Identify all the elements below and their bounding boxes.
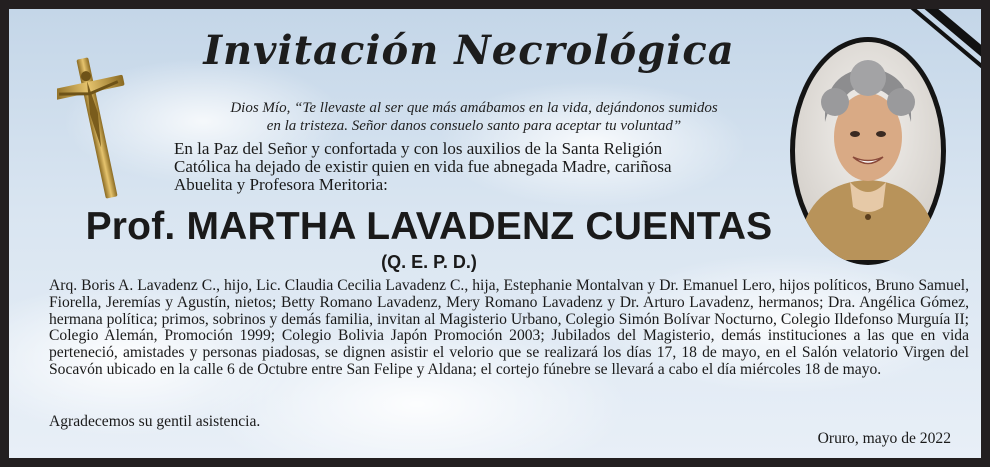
intro-paragraph (174, 140, 784, 194)
deceased-name: Prof. MARTHA LAVADENZ CUENTAS (85, 205, 773, 248)
verse-line: Dios Mío, “Te llevaste al ser que más amábamos en la vida, dejándonos sumidos (230, 100, 718, 116)
notice-title: Invitación Necrológica (203, 27, 735, 74)
thanks-line: Agradecemos su gentil asistencia. (49, 413, 261, 430)
intro-line: En la Paz del Señor y confortada y con los auxilios de la Santa Religión (174, 139, 663, 158)
verse-line: en la tristeza. Señor danos consuelo santo para aceptar tu voluntad” (266, 118, 682, 134)
intro-line: Abuelita y Profesora Meritoria: (174, 175, 388, 194)
intro-line: Católica ha dejado de existir quien en vida fue abnegada Madre, cariñosa (174, 157, 672, 176)
qepd-label: (Q. E. P. D.) (381, 252, 477, 272)
prayer-verse (174, 99, 774, 135)
crucifix-icon (57, 53, 137, 203)
place-date: Oruro, mayo de 2022 (817, 430, 951, 447)
family-invitation-text: Arq. Boris A. Lavadenz C., hijo, Lic. Claudia Cecilia Lavadenz C., hija, Estephanie Montalvan y Dr. Emanuel Lero, hijos políticos, Bruno Samuel, Fiorella, Jeremías y Agustín, nietos; Betty Romano Lavadenz, Mery Romano Lavadenz y Dr. Arturo Lavadenz, hermanos; Dra. Angélica Gómez, hermana política; primos, sobrinos y demás familia, invitan al Magisterio Urbano, Colegio Simón Bolívar Nocturno, Colegio Ildefonso Murguía II; Colegio Alemán, Promoción 1999; Colegio Bolivia Japón Promoción 2003; Jubilados del Magisterio, demás instituciones a las que en vida perteneció, amistades y personas piadosas, se dignen asistir el velorio que se realizará los días 17, 18 de mayo, en el Salón velatorio Virgen del Socavón ubicado en la calle 6 de Octubre entre San Felipe y Aldana; el cortejo fúnebre se llevará a cabo el día miércoles 18 de mayo. (49, 277, 969, 378)
deceased-portrait (790, 37, 946, 265)
